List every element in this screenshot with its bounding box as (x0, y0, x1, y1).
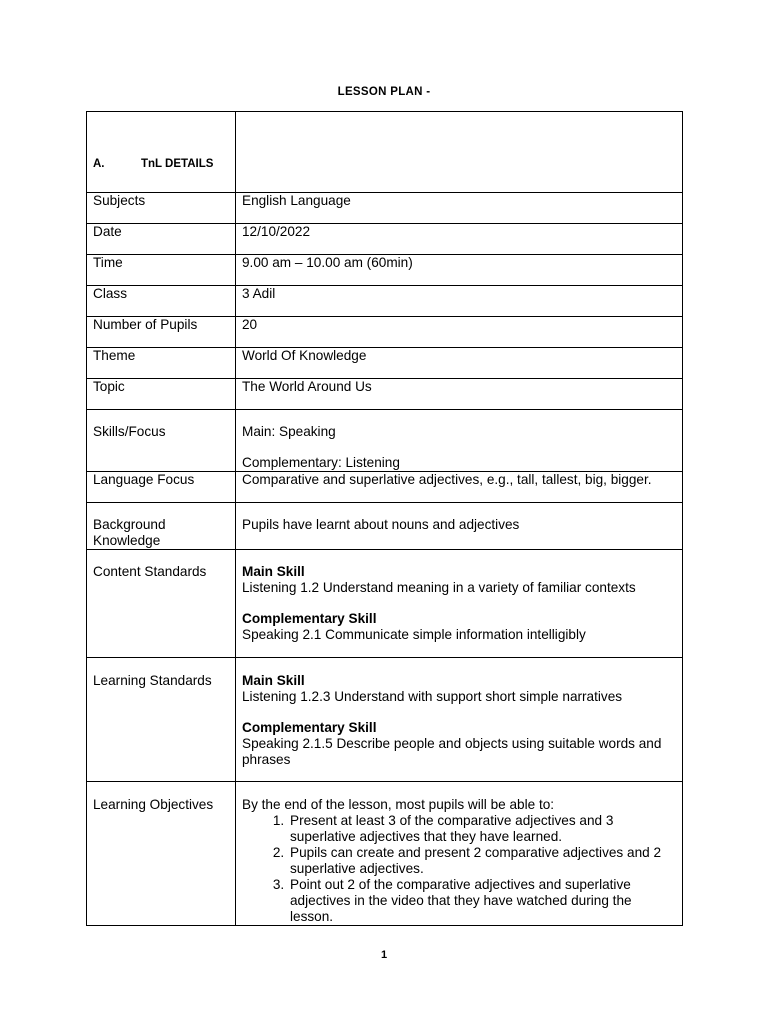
list-item: 1. Present at least 3 of the comparative adjectives and 3 superlative adjectives that they have learned. (288, 813, 676, 845)
list-item: 2. Pupils can create and present 2 comparative adjectives and 2 superlative adjectives. (288, 845, 676, 877)
table-row (87, 348, 683, 379)
section-header-empty-cell (236, 112, 683, 193)
subjects-label: Subjects (87, 193, 236, 224)
learning-main-heading: Main Skill (242, 673, 305, 688)
time-label: Time (87, 255, 236, 286)
background-label: Background Knowledge (87, 503, 236, 550)
topic-value: The World Around Us (236, 379, 683, 410)
content-standards-cell (236, 550, 683, 658)
content-comp-text: Speaking 2.1 Communicate simple information intelligibly (242, 627, 586, 642)
language-focus-label: Language Focus (87, 472, 236, 503)
content-main-heading: Main Skill (242, 564, 305, 579)
class-value: 3 Adil (236, 286, 683, 317)
learning-comp-heading: Complementary Skill (242, 720, 377, 735)
topic-label: Topic (87, 379, 236, 410)
table-row (87, 255, 683, 286)
date-value: 12/10/2022 (236, 224, 683, 255)
page-number: 1 (380, 949, 388, 961)
table-row (87, 317, 683, 348)
section-header-cell (87, 112, 236, 193)
table-row (87, 193, 683, 224)
table-row (87, 550, 683, 658)
list-item: 3. Point out 2 of the comparative adjectives and superlative adjectives in the video that they have watched during the lesson. (288, 877, 676, 925)
table-row (87, 658, 683, 782)
skills-label: Skills/Focus (87, 410, 236, 472)
theme-value: World Of Knowledge (236, 348, 683, 379)
language-focus-value: Comparative and superlative adjectives, e.g., tall, tallest, big, bigger. (236, 472, 683, 503)
section-label: TnL DETAILS (141, 158, 214, 170)
page-title: LESSON PLAN - (337, 86, 431, 98)
learning-standards-cell (236, 658, 683, 782)
table-row (87, 286, 683, 317)
table-row (87, 410, 683, 472)
learning-objectives-cell (236, 782, 683, 926)
learning-comp-text: Speaking 2.1.5 Describe people and objects using suitable words and phrases (242, 736, 662, 767)
table-row (87, 503, 683, 550)
skills-value-cell (236, 410, 683, 472)
content-standards-label: Content Standards (87, 550, 236, 658)
table-row (87, 782, 683, 926)
time-value: 9.00 am – 10.00 am (60min) (236, 255, 683, 286)
skills-complementary: Complementary: Listening (242, 455, 400, 470)
learning-standards-label: Learning Standards (87, 658, 236, 782)
theme-label: Theme (87, 348, 236, 379)
lesson-plan-table (86, 111, 683, 926)
content-main-text: Listening 1.2 Understand meaning in a variety of familiar contexts (242, 580, 636, 595)
content-comp-heading: Complementary Skill (242, 611, 377, 626)
table-row (87, 224, 683, 255)
table-row (87, 472, 683, 503)
class-label: Class (87, 286, 236, 317)
skills-main: Main: Speaking (242, 424, 336, 439)
objectives-list (242, 813, 676, 925)
subjects-value: English Language (236, 193, 683, 224)
objectives-intro: By the end of the lesson, most pupils will be able to: (242, 797, 555, 812)
pupils-label: Number of Pupils (87, 317, 236, 348)
table-row (87, 379, 683, 410)
background-value: Pupils have learnt about nouns and adjectives (236, 503, 683, 550)
date-label: Date (87, 224, 236, 255)
section-header-row (87, 112, 683, 193)
section-number: A. (93, 158, 105, 170)
learning-objectives-label: Learning Objectives (87, 782, 236, 926)
learning-main-text: Listening 1.2.3 Understand with support short simple narratives (242, 689, 623, 704)
pupils-value: 20 (236, 317, 683, 348)
